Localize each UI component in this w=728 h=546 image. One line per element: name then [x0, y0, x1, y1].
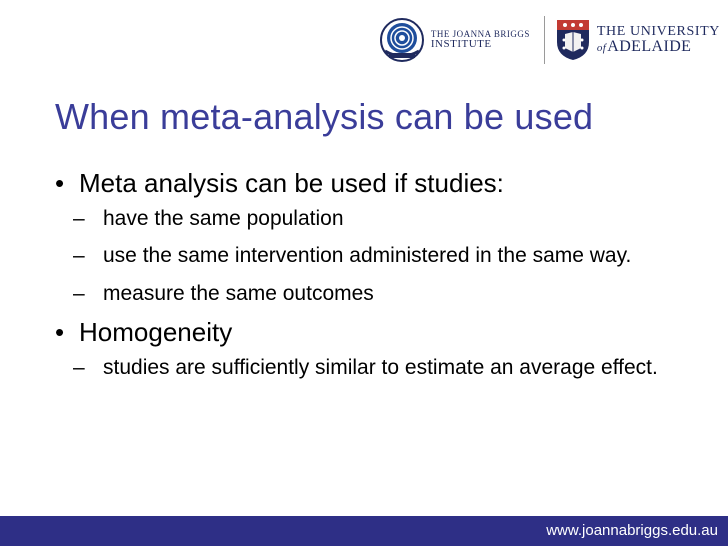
sub-bullet-marker: –: [73, 207, 85, 231]
footer-url-link[interactable]: www.joannabriggs.edu.au: [546, 522, 718, 539]
sub-bullet-text: use the same intervention administered in the same way.: [103, 244, 632, 268]
slide-title: When meta-analysis can be used: [55, 96, 594, 137]
jbi-wordmark-line1: THE JOANNA BRIGGS: [430, 28, 530, 39]
university-logo: [555, 18, 720, 62]
footer-band: [0, 516, 728, 546]
bullet-text: Meta analysis can be used if studies:: [79, 168, 504, 198]
bullet-marker: •: [55, 168, 65, 198]
sub-bullet-item: [73, 205, 705, 232]
university-shield-icon: [555, 18, 591, 62]
sub-bullet-item: [73, 354, 705, 381]
bullet-text: Homogeneity: [79, 317, 233, 348]
university-wordmark-line2: [597, 39, 720, 55]
sub-bullet-marker: –: [73, 281, 85, 305]
bullet-marker: •: [55, 317, 65, 348]
sub-bullet-item: [73, 280, 705, 307]
jbi-emblem-icon: [379, 17, 425, 63]
header-logos: [379, 10, 720, 70]
jbi-wordmark: [431, 30, 530, 51]
sub-bullet-marker: –: [73, 244, 85, 268]
sub-bullet-item: [73, 242, 705, 269]
sub-bullet-text: studies are sufficiently similar to estimate an average effect.: [103, 356, 658, 380]
bullet-item: [55, 168, 705, 199]
bullet-item: [55, 317, 705, 348]
logo-divider: [544, 16, 545, 64]
university-wordmark-of: of: [596, 42, 607, 54]
sub-bullet-text: measure the same outcomes: [103, 281, 374, 305]
jbi-wordmark-line2: INSTITUTE: [430, 37, 492, 50]
slide-body: [55, 168, 705, 392]
sub-bullet-text: have the same population: [103, 207, 344, 231]
jbi-logo: [379, 17, 530, 63]
university-wordmark-name: ADELAIDE: [607, 38, 692, 55]
university-wordmark: [597, 25, 720, 55]
sub-bullet-marker: –: [73, 356, 85, 380]
university-wordmark-line1: THE UNIVERSITY: [596, 24, 720, 39]
